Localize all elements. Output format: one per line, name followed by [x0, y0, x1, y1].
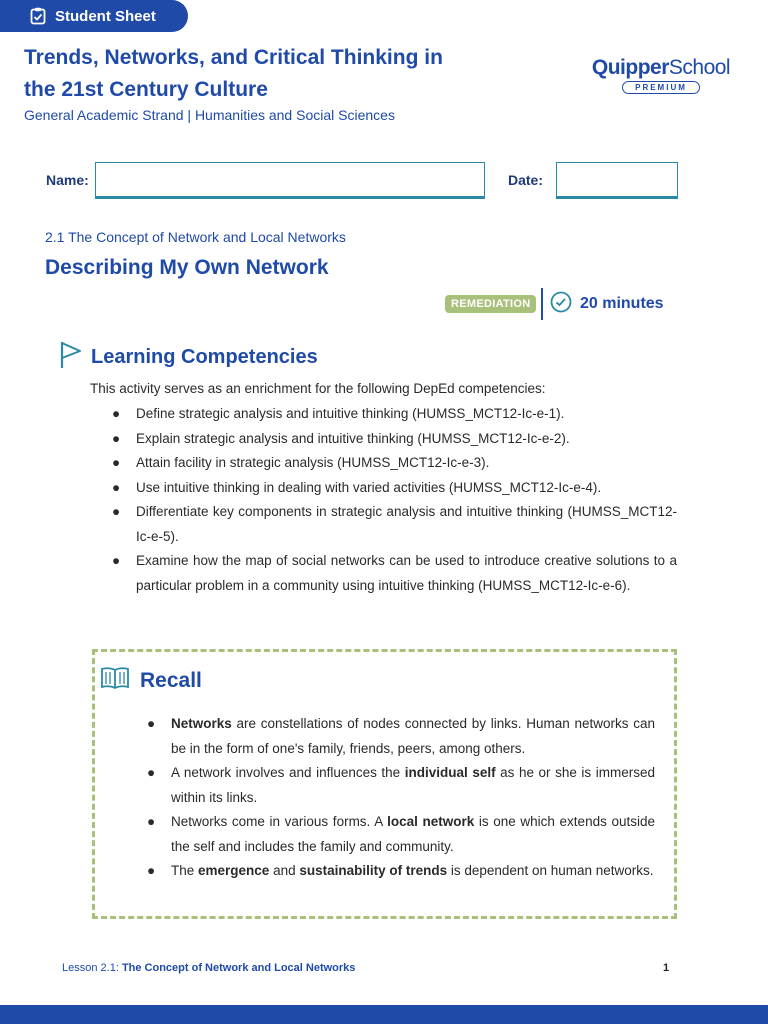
name-label: Name:: [46, 172, 89, 188]
list-item: ● Networks come in various forms. A local network is one which extends outside the self and includes the family and community.: [147, 814, 655, 854]
footer-bar: [0, 1005, 768, 1024]
section-title: Describing My Own Network: [45, 256, 329, 279]
competencies-intro: This activity serves as an enrichment for the following DepEd competencies:: [90, 381, 546, 396]
competencies-list: [112, 402, 677, 598]
document-title: Trends, Networks, and Critical Thinking in the 21st Century Culture: [24, 46, 443, 101]
page-number: 1: [663, 962, 670, 974]
quipper-school-logo: [586, 56, 736, 94]
section-kicker: 2.1 The Concept of Network and Local Networks: [45, 229, 346, 245]
date-field[interactable]: [556, 162, 678, 199]
date-label: Date:: [508, 172, 544, 188]
list-item: ● Attain facility in strategic analysis (HUMSS_MCT12-Ic-e-3).: [112, 455, 490, 470]
recall-title: Recall: [140, 668, 202, 692]
recall-header: [100, 666, 202, 695]
clock-icon: [550, 291, 572, 318]
list-item: ● Define strategic analysis and intuitive thinking (HUMSS_MCT12-Ic-e-1).: [112, 406, 565, 421]
competencies-header: [60, 341, 318, 374]
list-item: ● Examine how the map of social networks can be used to introduce creative solutions to a particular problem in a community using intuitive thinking (HUMSS_MCT12-Ic-e-6).: [112, 553, 677, 593]
name-field[interactable]: [95, 162, 485, 199]
list-item: ● Explain strategic analysis and intuitive thinking (HUMSS_MCT12-Ic-e-2).: [112, 430, 570, 446]
list-item: ● A network involves and influences the individual self as he or she is immersed within its links.: [147, 765, 655, 805]
checklist-icon: [30, 7, 46, 25]
list-item: ● Use intuitive thinking in dealing with varied activities (HUMSS_MCT12-Ic-e-4).: [112, 479, 602, 495]
book-icon: [100, 666, 130, 695]
premium-badge: PREMIUM: [622, 81, 700, 94]
student-sheet-tag: [0, 0, 188, 32]
list-item: ● Networks are constellations of nodes connected by links. Human networks can be in the form of one's family, friends, peers, among others.: [147, 716, 655, 756]
footer-lesson: Lesson 2.1: The Concept of Network and Local Networks: [62, 962, 356, 974]
duration-text: 20 minutes: [579, 295, 664, 312]
flag-icon: [60, 341, 82, 374]
logo-brand-b: School: [668, 56, 731, 79]
activity-meta: [445, 288, 664, 320]
competencies-title: Learning Competencies: [91, 346, 318, 368]
list-item: ● The emergence and sustainability of trends is dependent on human networks.: [147, 863, 654, 878]
logo-brand-a: Quipper: [591, 56, 669, 79]
document-subtitle: General Academic Strand | Humanities and Social Sciences: [24, 107, 395, 123]
list-item: ● Differentiate key components in strategic analysis and intuitive thinking (HUMSS_MCT12-Ic-e-5).: [112, 504, 677, 544]
tag-label: Student Sheet: [55, 7, 156, 25]
remediation-badge: REMEDIATION: [445, 295, 536, 313]
meta-divider: [541, 288, 543, 320]
recall-list: [147, 712, 655, 884]
